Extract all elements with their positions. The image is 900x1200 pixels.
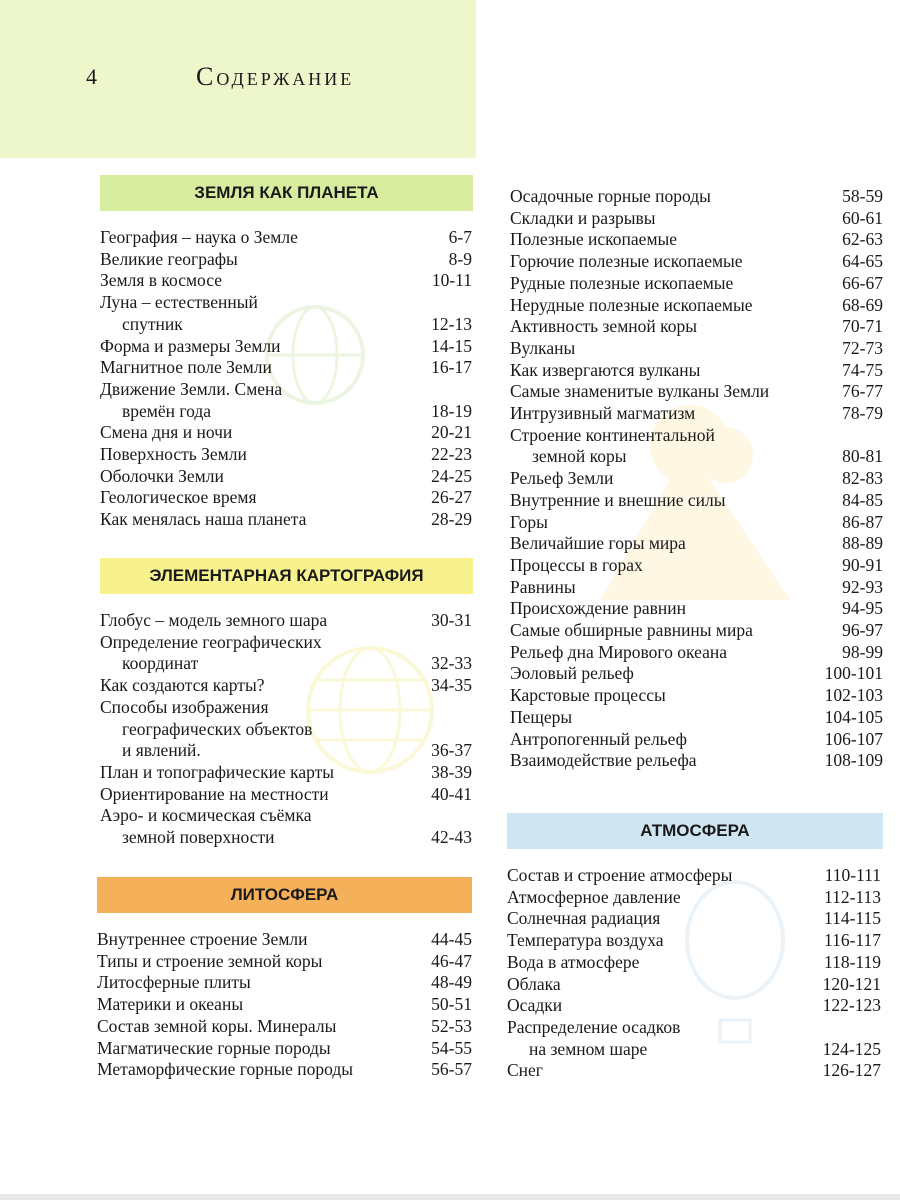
toc-entry bbox=[510, 598, 883, 620]
toc-entry-title: Вода в атмосфере bbox=[507, 951, 640, 972]
toc-entry-pages: 18-19 bbox=[431, 400, 472, 421]
toc-entry bbox=[100, 805, 472, 848]
toc-entry-pages: 48-49 bbox=[431, 972, 472, 993]
toc-entry-title: Равнины bbox=[510, 576, 576, 597]
toc-entry bbox=[100, 466, 472, 488]
toc-entry-pages: 68-69 bbox=[842, 294, 883, 315]
toc-entry-pages: 26-27 bbox=[431, 487, 472, 508]
toc-entry-pages: 40-41 bbox=[431, 783, 472, 804]
toc-entry-pages: 100-101 bbox=[824, 663, 883, 684]
toc-entry bbox=[510, 642, 883, 664]
toc-entry-pages: 64-65 bbox=[842, 251, 883, 272]
toc-entry-title: Эоловый рельеф bbox=[510, 663, 634, 684]
toc-entry bbox=[507, 995, 881, 1017]
section-header-earth-planet: ЗЕМЛЯ КАК ПЛАНЕТА bbox=[100, 175, 473, 211]
toc-entry-pages: 34-35 bbox=[431, 675, 472, 696]
toc-entry bbox=[510, 186, 883, 208]
toc-entry-title: Осадочные горные породы bbox=[510, 186, 711, 206]
toc-entry bbox=[510, 663, 883, 685]
toc-entry-pages: 104-105 bbox=[824, 706, 883, 727]
section-header-atmosphere: АТМОСФЕРА bbox=[507, 813, 883, 849]
toc-entry bbox=[510, 381, 883, 403]
toc-entry bbox=[100, 249, 472, 271]
toc-entry bbox=[510, 338, 883, 360]
toc-entry bbox=[100, 422, 472, 444]
toc-entry-pages: 120-121 bbox=[822, 973, 881, 994]
toc-entry-pages: 108-109 bbox=[824, 750, 883, 771]
toc-entry-title: Материки и океаны bbox=[97, 994, 244, 1015]
toc-entry bbox=[100, 357, 472, 379]
toc-entry-pages: 122-123 bbox=[822, 995, 881, 1016]
toc-entry-pages: 6-7 bbox=[448, 227, 472, 247]
toc-entry bbox=[100, 292, 472, 335]
toc-entry bbox=[97, 1059, 472, 1081]
toc-entry bbox=[97, 1016, 472, 1038]
toc-entry bbox=[510, 229, 883, 251]
toc-entry bbox=[507, 930, 881, 952]
toc-entry-pages: 72-73 bbox=[842, 337, 883, 358]
toc-entry-pages: 102-103 bbox=[824, 685, 883, 706]
toc-entry-title: План и топографические карты bbox=[100, 761, 335, 782]
toc-entry bbox=[97, 1038, 472, 1060]
toc-entry-title: Интрузивный магматизм bbox=[510, 403, 696, 424]
toc-list-lithosphere bbox=[97, 929, 472, 1081]
toc-entry-title: Аэро- и космическая съёмка земной поверхности bbox=[100, 805, 312, 848]
toc-entry-pages: 10-11 bbox=[431, 270, 472, 291]
toc-entry bbox=[510, 208, 883, 230]
toc-entry bbox=[507, 974, 881, 996]
toc-entry bbox=[507, 887, 881, 909]
toc-entry-title: Солнечная радиация bbox=[507, 908, 661, 929]
toc-entry-pages: 62-63 bbox=[842, 229, 883, 250]
toc-entry-title: Горы bbox=[510, 511, 548, 532]
toc-entry bbox=[510, 555, 883, 577]
toc-entry bbox=[100, 632, 472, 675]
toc-entry bbox=[100, 336, 472, 358]
toc-entry-pages: 60-61 bbox=[842, 207, 883, 228]
toc-entry-title: Состав и строение атмосферы bbox=[507, 865, 733, 885]
toc-entry-title: Атмосферное давление bbox=[507, 886, 681, 907]
toc-entry bbox=[510, 468, 883, 490]
page-number: 4 bbox=[86, 64, 97, 89]
toc-entry-title: Смена дня и ночи bbox=[100, 422, 233, 443]
toc-entry bbox=[507, 865, 881, 887]
toc-entry-title: Происхождение равнин bbox=[510, 598, 686, 619]
toc-entry-pages: 118-119 bbox=[823, 951, 881, 972]
toc-entry-pages: 96-97 bbox=[842, 620, 883, 641]
toc-entry bbox=[97, 951, 472, 973]
toc-list-earth-planet bbox=[100, 227, 472, 531]
section-header-cartography: ЭЛЕМЕНТАРНАЯ КАРТОГРАФИЯ bbox=[100, 558, 473, 594]
toc-entry-pages: 78-79 bbox=[842, 403, 883, 424]
toc-entry-pages: 86-87 bbox=[842, 511, 883, 532]
toc-entry-pages: 84-85 bbox=[842, 489, 883, 510]
toc-entry-title: Как извергаются вулканы bbox=[510, 359, 701, 380]
toc-entry-pages: 50-51 bbox=[431, 994, 472, 1015]
toc-entry bbox=[100, 227, 472, 249]
toc-entry-pages: 56-57 bbox=[431, 1059, 472, 1080]
toc-entry bbox=[510, 425, 883, 468]
toc-entry-title: Температура воздуха bbox=[507, 930, 664, 951]
toc-entry-title: Активность земной коры bbox=[510, 316, 697, 337]
toc-list-atmosphere bbox=[507, 865, 881, 1082]
toc-entry bbox=[100, 270, 472, 292]
toc-entry-pages: 28-29 bbox=[431, 509, 472, 530]
toc-entry-title: Луна – естественный спутник bbox=[100, 292, 258, 334]
toc-entry-pages: 82-83 bbox=[842, 468, 883, 489]
toc-entry-pages: 8-9 bbox=[448, 248, 472, 269]
toc-entry-pages: 52-53 bbox=[431, 1015, 472, 1036]
toc-entry-title: География – наука о Земле bbox=[100, 227, 298, 247]
toc-entry bbox=[510, 403, 883, 425]
toc-entry-pages: 42-43 bbox=[431, 827, 472, 848]
toc-entry-title: Карстовые процессы bbox=[510, 685, 666, 706]
toc-entry bbox=[97, 929, 472, 951]
toc-entry-title: Магнитное поле Земли bbox=[100, 357, 272, 378]
toc-entry-pages: 24-25 bbox=[431, 465, 472, 486]
toc-entry bbox=[510, 620, 883, 642]
toc-entry-pages: 66-67 bbox=[842, 272, 883, 293]
toc-entry-pages: 54-55 bbox=[431, 1037, 472, 1058]
toc-entry-title: Полезные ископаемые bbox=[510, 229, 678, 250]
toc-entry-pages: 16-17 bbox=[431, 357, 472, 378]
toc-entry-title: Литосферные плиты bbox=[97, 972, 251, 993]
toc-entry-pages: 12-13 bbox=[431, 313, 472, 334]
toc-entry-pages: 126-127 bbox=[822, 1060, 881, 1081]
toc-entry-title: Взаимодействие рельефа bbox=[510, 750, 697, 771]
toc-entry-title: Геологическое время bbox=[100, 487, 257, 508]
toc-entry-title: Оболочки Земли bbox=[100, 465, 224, 486]
toc-entry bbox=[100, 697, 472, 762]
toc-entry-pages: 110-111 bbox=[824, 865, 881, 885]
toc-entry-title: Земля в космосе bbox=[100, 270, 222, 291]
toc-entry-pages: 76-77 bbox=[842, 381, 883, 402]
toc-entry-title: Рельеф дна Мирового океана bbox=[510, 641, 727, 662]
toc-entry-title: Как создаются карты? bbox=[100, 675, 265, 696]
toc-entry-pages: 88-89 bbox=[842, 533, 883, 554]
toc-entry bbox=[507, 1060, 881, 1082]
toc-entry-title: Форма и размеры Земли bbox=[100, 335, 281, 356]
toc-entry-title: Вулканы bbox=[510, 337, 576, 358]
toc-entry bbox=[510, 707, 883, 729]
toc-entry-pages: 70-71 bbox=[842, 316, 883, 337]
toc-entry-title: Магматические горные породы bbox=[97, 1037, 331, 1058]
toc-entry bbox=[100, 487, 472, 509]
toc-entry-title: Великие географы bbox=[100, 248, 238, 269]
toc-entry-title: Движение Земли. Смена времён года bbox=[100, 378, 283, 421]
toc-entry-pages: 44-45 bbox=[431, 929, 472, 949]
toc-entry-title: Осадки bbox=[507, 995, 563, 1016]
toc-entry-pages: 20-21 bbox=[431, 422, 472, 443]
toc-entry bbox=[510, 729, 883, 751]
toc-entry bbox=[97, 972, 472, 994]
toc-entry-title: Внутренние и внешние силы bbox=[510, 489, 726, 510]
toc-entry-title: Строение континентальной земной коры bbox=[510, 424, 715, 467]
toc-entry-title: Облака bbox=[507, 973, 561, 994]
toc-list-lithosphere-continued bbox=[510, 186, 883, 772]
toc-entry-pages: 46-47 bbox=[431, 950, 472, 971]
toc-entry-pages: 74-75 bbox=[842, 359, 883, 380]
toc-entry-pages: 94-95 bbox=[842, 598, 883, 619]
toc-entry bbox=[510, 533, 883, 555]
toc-entry-title: Самые обширные равнины мира bbox=[510, 620, 753, 641]
toc-entry-title: Процессы в горах bbox=[510, 554, 643, 575]
toc-entry-title: Нерудные полезные ископаемые bbox=[510, 294, 753, 315]
toc-entry-title: Метаморфические горные породы bbox=[97, 1059, 354, 1080]
toc-entry bbox=[97, 994, 472, 1016]
toc-entry bbox=[507, 1017, 881, 1060]
toc-entry-title: Глобус – модель земного шара bbox=[100, 610, 328, 630]
toc-entry-title: Как менялась наша планета bbox=[100, 509, 307, 530]
toc-entry bbox=[100, 610, 472, 632]
toc-entry-title: Определение географических координат bbox=[100, 631, 322, 674]
toc-entry-pages: 114-115 bbox=[823, 908, 881, 929]
toc-entry-pages: 90-91 bbox=[842, 554, 883, 575]
toc-entry-pages: 98-99 bbox=[842, 641, 883, 662]
toc-entry bbox=[507, 952, 881, 974]
toc-entry bbox=[100, 444, 472, 466]
toc-entry bbox=[100, 509, 472, 531]
toc-entry-pages: 32-33 bbox=[431, 653, 472, 674]
page-bottom-edge bbox=[0, 1194, 900, 1200]
toc-entry bbox=[510, 273, 883, 295]
toc-entry-pages: 80-81 bbox=[842, 446, 883, 467]
section-header-lithosphere: ЛИТОСФЕРА bbox=[97, 877, 472, 913]
toc-entry-title: Горючие полезные ископаемые bbox=[510, 251, 743, 272]
toc-entry bbox=[510, 490, 883, 512]
toc-entry-title: Самые знаменитые вулканы Земли bbox=[510, 381, 770, 402]
toc-entry-pages: 38-39 bbox=[431, 761, 472, 782]
toc-entry-pages: 116-117 bbox=[823, 930, 881, 951]
toc-entry-title: Типы и строение земной коры bbox=[97, 950, 323, 971]
toc-entry bbox=[100, 762, 472, 784]
toc-entry-pages: 124-125 bbox=[822, 1038, 881, 1059]
toc-entry-pages: 106-107 bbox=[824, 728, 883, 749]
toc-entry bbox=[510, 316, 883, 338]
toc-entry-pages: 36-37 bbox=[431, 740, 472, 761]
toc-entry-title: Снег bbox=[507, 1060, 543, 1081]
toc-entry bbox=[510, 512, 883, 534]
toc-entry bbox=[510, 295, 883, 317]
toc-list-cartography bbox=[100, 610, 472, 849]
toc-entry-title: Рудные полезные ископаемые bbox=[510, 272, 734, 293]
toc-entry-title: Антропогенный рельеф bbox=[510, 728, 687, 749]
toc-entry-title: Поверхность Земли bbox=[100, 444, 247, 465]
toc-entry-title: Распределение осадков на земном шаре bbox=[507, 1016, 681, 1059]
toc-entry-title: Величайшие горы мира bbox=[510, 533, 686, 554]
toc-entry-pages: 112-113 bbox=[823, 886, 881, 907]
toc-entry bbox=[100, 784, 472, 806]
toc-entry-pages: 30-31 bbox=[431, 610, 472, 630]
toc-entry-title: Пещеры bbox=[510, 706, 573, 727]
toc-entry bbox=[510, 685, 883, 707]
toc-entry bbox=[100, 675, 472, 697]
toc-entry-title: Внутреннее строение Земли bbox=[97, 929, 308, 949]
toc-entry-title: Складки и разрывы bbox=[510, 207, 656, 228]
toc-entry bbox=[510, 750, 883, 772]
toc-entry bbox=[510, 360, 883, 382]
toc-entry-pages: 22-23 bbox=[431, 444, 472, 465]
toc-entry-title: Рельеф Земли bbox=[510, 468, 614, 489]
toc-entry-title: Состав земной коры. Минералы bbox=[97, 1015, 337, 1036]
toc-entry bbox=[510, 577, 883, 599]
toc-entry-pages: 92-93 bbox=[842, 576, 883, 597]
page-title: Содержание bbox=[196, 62, 355, 91]
toc-entry bbox=[507, 908, 881, 930]
toc-entry-title: Ориентирование на местности bbox=[100, 783, 329, 804]
toc-entry bbox=[100, 379, 472, 422]
toc-entry-pages: 58-59 bbox=[842, 186, 883, 206]
toc-entry-pages: 14-15 bbox=[431, 335, 472, 356]
toc-entry-title: Способы изображения географических объектов и явлений. bbox=[100, 696, 313, 761]
toc-entry bbox=[510, 251, 883, 273]
